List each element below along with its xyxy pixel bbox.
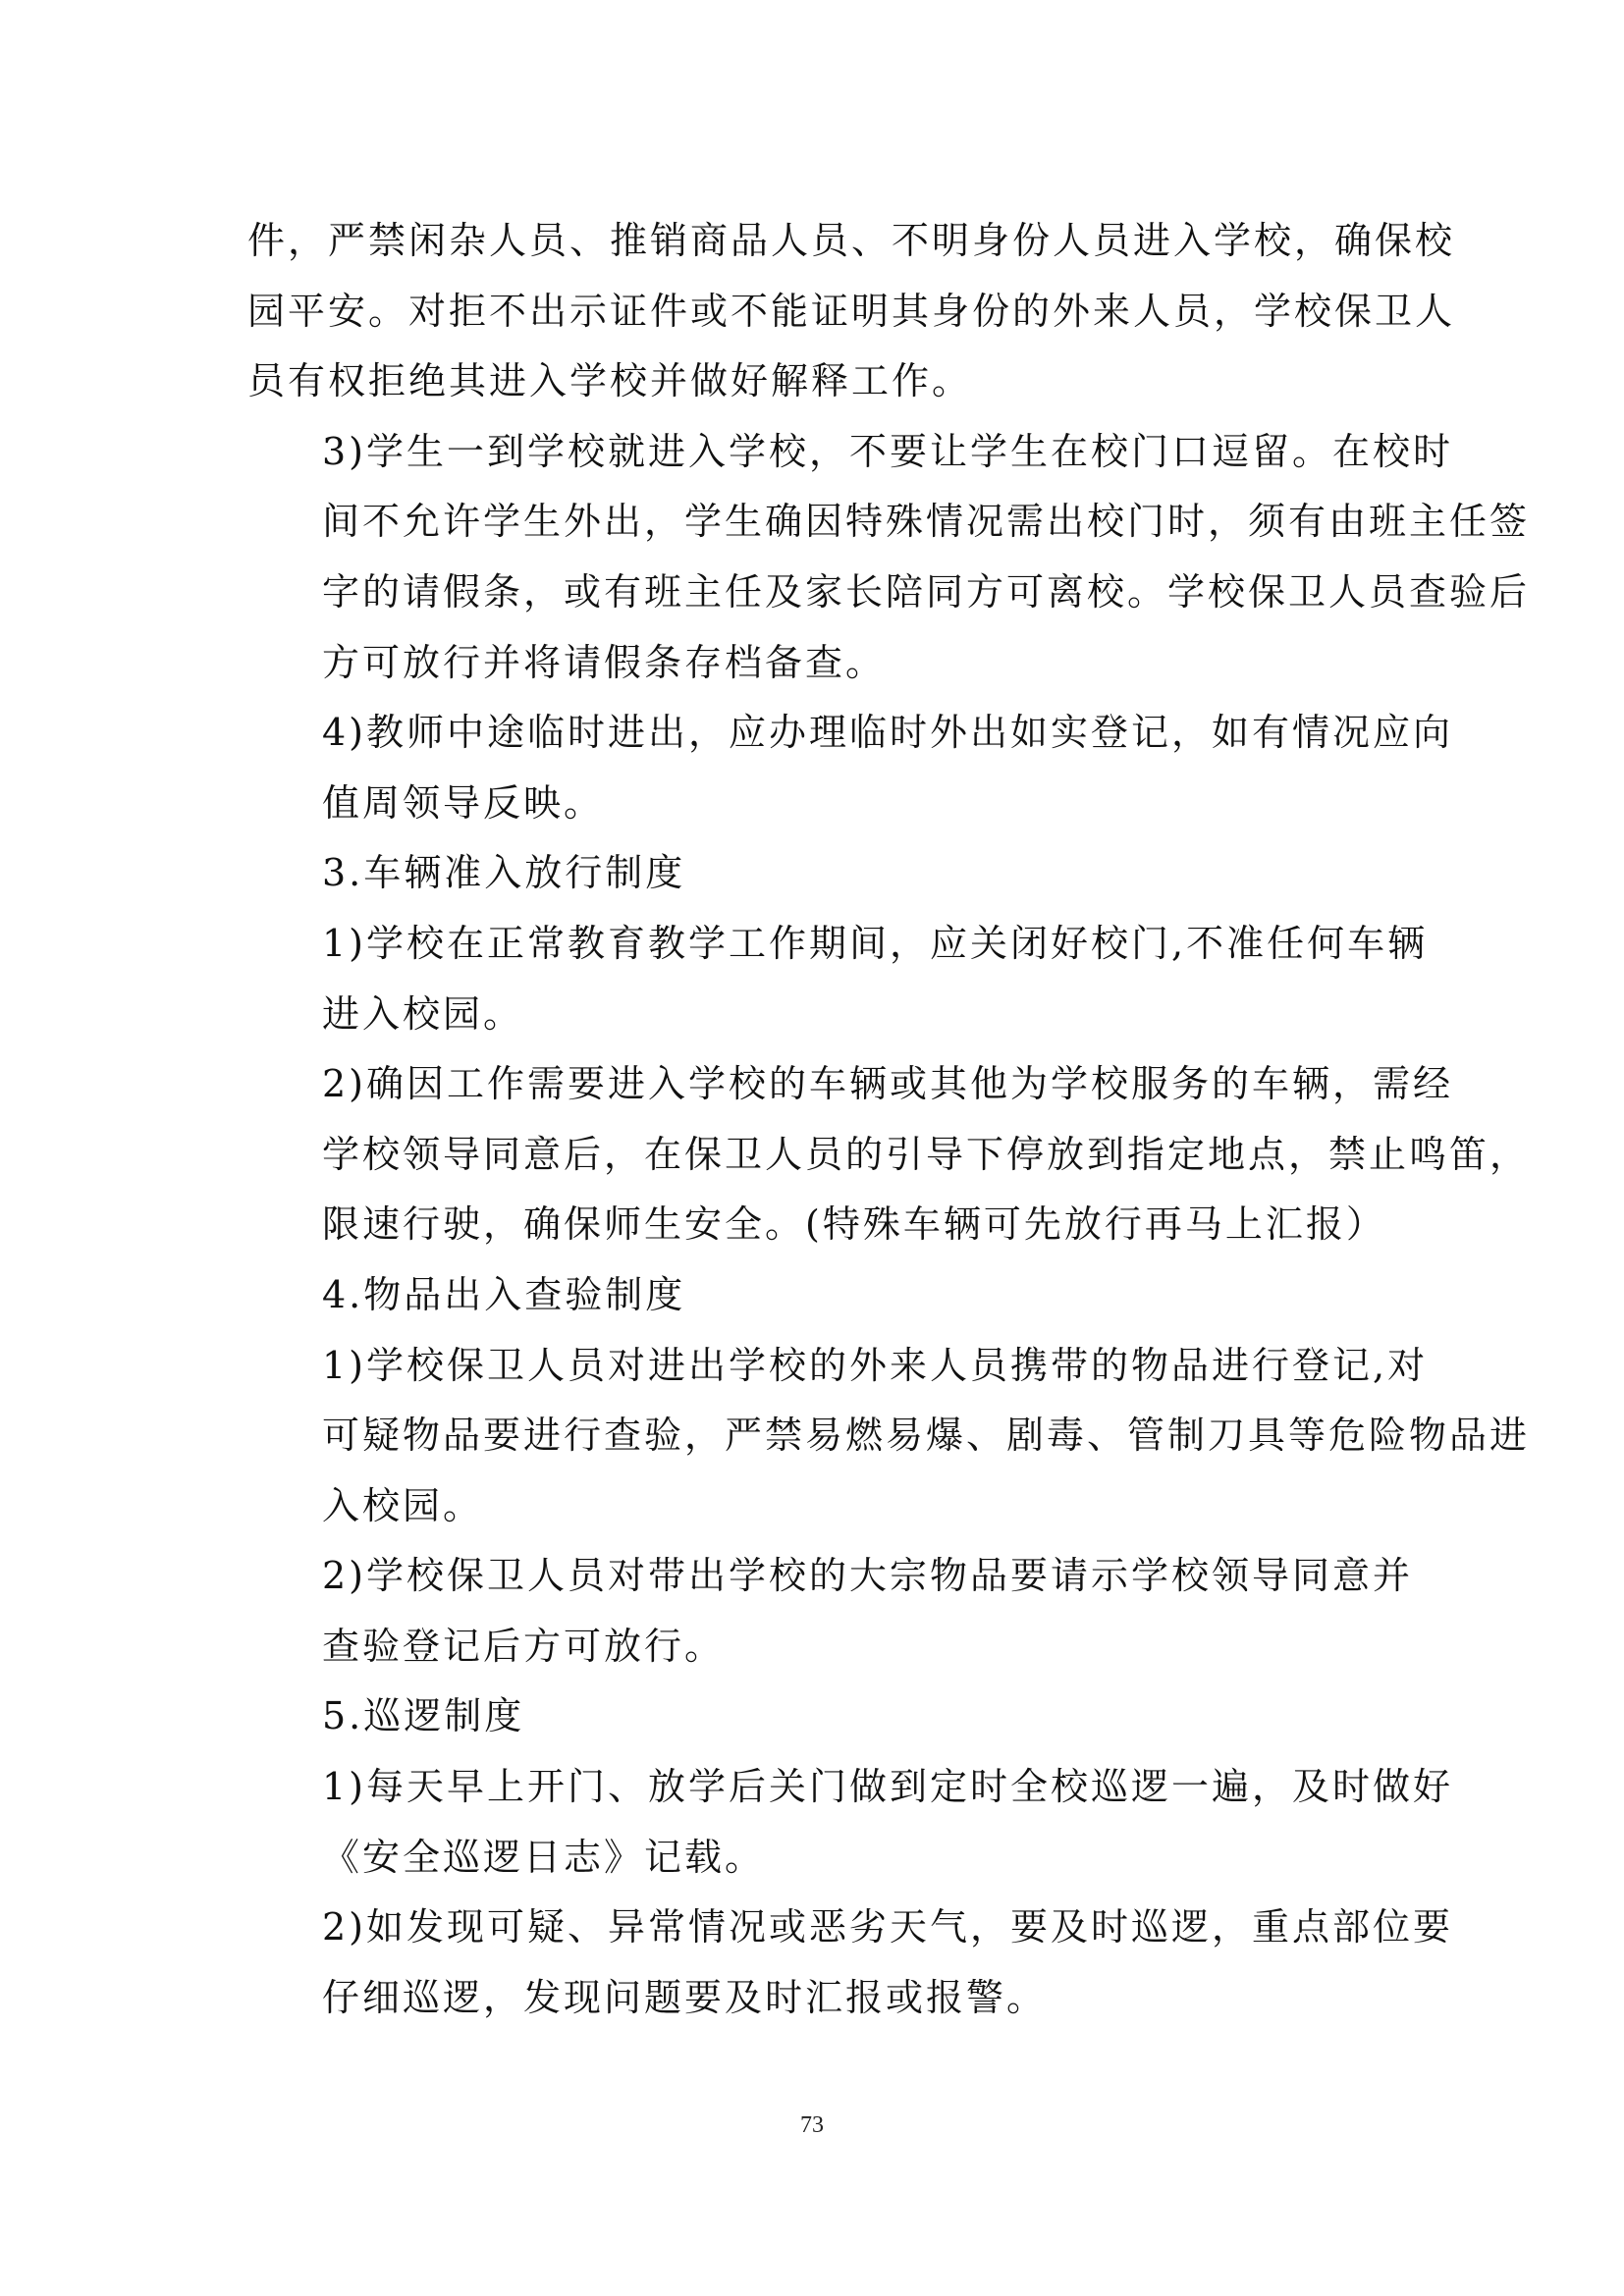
section-heading: [247, 838, 1391, 909]
text-line: 可疑物品要进行查验，严禁易燃易爆、剧毒、管制刀具等危险物品进: [322, 1414, 1531, 1458]
text-line: 园平安。对拒不出示证件或不能证明其身份的外来人员，学校保卫人: [247, 289, 1456, 333]
document-body: [247, 206, 1531, 2033]
text-line: 仔细巡逻，发现问题要及时汇报或报警。: [322, 1975, 1048, 2019]
text-line: 值周领导反映。: [322, 780, 605, 825]
text-line: 1)每天早上开门、放学后关门做到定时全校巡逻一遍，及时做好: [322, 1765, 1454, 1809]
text-line: 3.车辆准入放行制度: [322, 851, 686, 895]
paragraph: [247, 909, 1429, 1049]
paragraph: [247, 1049, 1531, 1260]
paragraph: [247, 698, 1454, 838]
page-number: 73: [800, 2112, 824, 2138]
section-heading: [247, 1682, 1391, 1752]
text-line: 限速行驶，确保师生安全。(特殊车辆可先放行再马上汇报）: [322, 1202, 1386, 1247]
text-line: 入校园。: [322, 1483, 484, 1527]
text-line: 字的请假条，或有班主任及家长陪同方可离校。学校保卫人员查验后: [322, 569, 1531, 614]
text-line: 1)学校保卫人员对进出学校的外来人员携带的物品进行登记,对: [322, 1343, 1429, 1387]
text-line: 间不允许学生外出，学生确因特殊情况需出校门时，须有由班主任签: [322, 500, 1531, 544]
paragraph: [247, 1541, 1414, 1682]
paragraph: [247, 1331, 1531, 1542]
text-line: 查验登记后方可放行。: [322, 1624, 726, 1668]
text-line: 3)学生一到学校就进入学校，不要让学生在校门口逗留。在校时: [322, 429, 1454, 473]
text-line: 进入校园。: [322, 991, 524, 1036]
text-line: 件，严禁闲杂人员、推销商品人员、不明身份人员进入学校，确保校: [247, 219, 1456, 262]
paragraph: [247, 417, 1531, 698]
paragraph: [247, 1893, 1454, 2033]
text-line: 学校领导同意后，在保卫人员的引导下停放到指定地点，禁止鸣笛，: [322, 1132, 1531, 1176]
text-line: 5.巡逻制度: [322, 1694, 525, 1738]
paragraph: [247, 206, 1456, 417]
text-line: 方可放行并将请假条存档备查。: [322, 640, 887, 684]
text-line: 员有权拒绝其进入学校并做好解释工作。: [247, 359, 973, 403]
paragraph: [247, 1752, 1454, 1893]
text-line: 2)如发现可疑、异常情况或恶劣天气，要及时巡逻，重点部位要: [322, 1905, 1454, 1949]
text-line: 2)学校保卫人员对带出学校的大宗物品要请示学校领导同意并: [322, 1554, 1414, 1598]
text-line: 2)确因工作需要进入学校的车辆或其他为学校服务的车辆，需经: [322, 1062, 1454, 1106]
text-line: 4.物品出入查验制度: [322, 1272, 686, 1316]
text-line: 4)教师中途临时进出，应办理临时外出如实登记，如有情况应向: [322, 711, 1454, 755]
text-line: 《安全巡逻日志》记载。: [322, 1835, 766, 1879]
text-line: 1)学校在正常教育教学工作期间，应关闭好校门,不准任何车辆: [322, 921, 1429, 965]
section-heading: [247, 1260, 1391, 1331]
